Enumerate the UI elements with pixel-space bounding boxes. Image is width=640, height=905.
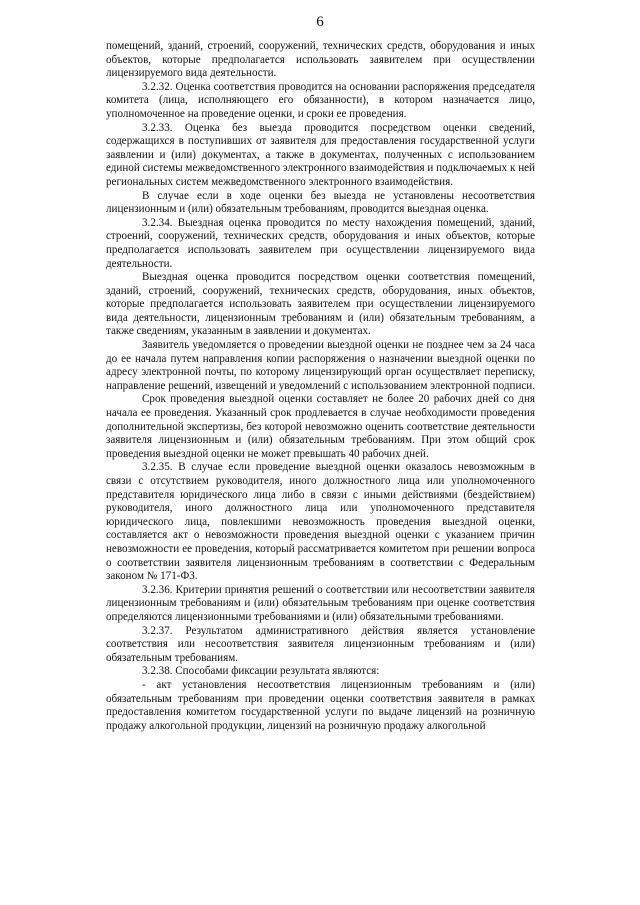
paragraph: Срок проведения выездной оценки составляет не более 20 рабочих дней со дня начала ее проведения. Указанный срок продлевается в случае необходимости проведения дополнительной экспертизы, без которой невозможно оценить соответствие деятельности заявителя лицензионным и (или) обязательным требованиям. При этом общий срок проведения выездной оценки не может превышать 40 рабочих дней. (106, 393, 535, 460)
paragraph: 3.2.32. Оценка соответствия проводится на основании распоряжения председателя комитета (лица, исполняющего его обязанности), в котором назначается лицо, уполномоченное на проведение оценки, и сроки ее проведения. (106, 80, 535, 120)
paragraph: 3.2.33. Оценка без выезда проводится посредством оценки сведений, содержащихся в поступивших от заявителя для предоставления государственной услуги заявлении и (или) документах, а также в документах, полученных с использованием единой системы межведомственного электронного взаимодействия и подключаемых к ней региональных систем межведомственного электронного взаимодействия. (106, 121, 535, 188)
paragraph: 3.2.34. Выездная оценка проводится по месту нахождения помещений, зданий, строений, сооружений, технических средств, оборудования и иных объектов, которые предполагается использовать заявителем при осуществлении лицензируемого вида деятельности. (106, 216, 535, 270)
paragraph: 3.2.37. Результатом административного действия является установление соответствия или несоответствия заявителя лицензионным требованиям и (или) обязательным требованиям. (106, 624, 535, 664)
paragraph: 3.2.35. В случае если проведение выездной оценки оказалось невозможным в связи с отсутствием руководителя, иного должностного лица или уполномоченного представителя юридического лица либо в связи с иными действиями (бездействием) руководителя, иного должностного лица или уполномоченного представителя юридического лица, повлекшими невозможность проведения выездной оценки, составляется акт о невозможности проведения выездной оценки с указанием причин невозможности ее проведения, который рассматривается комитетом при решении вопроса о соответствии заявителя лицензионным требованиям в соответствии с Федеральным законом № 171-ФЗ. (106, 461, 535, 583)
paragraph: 3.2.38. Способами фиксации результата являются: (142, 665, 380, 678)
paragraph: помещений, зданий, строений, сооружений, технических средств, оборудования и иных объектов, которые предполагается использовать заявителем при осуществлении лицензируемого вида деятельности. (106, 40, 535, 80)
paragraph: 3.2.36. Критерии принятия решений о соответствии или несоответствии заявителя лицензионным требованиям и (или) обязательным требованиям при оценке соответствия определяются лицензионными требованиями и (или) обязательными требованиями. (106, 583, 535, 623)
document-body (106, 40, 535, 733)
paragraph: Выездная оценка проводится посредством оценки соответствия помещений, зданий, строений, сооружений, технических средств, оборудования, иных объектов, которые предполагается использовать заявителем при осуществлении лицензируемого вида деятельности, лицензионным требованиям и (или) обязательным требованиям, а также сведениям, указанным в заявлении и документах. (106, 271, 535, 338)
paragraph: В случае если в ходе оценки без выезда не установлены несоответствия лицензионным и (или) обязательным требованиям, проводится выездная оценка. (106, 189, 535, 216)
paragraph: - акт установления несоответствия лицензионным требованиям и (или) обязательным требованиям при проведении оценки соответствия заявителя в рамках предоставления комитетом государственной услуги по выдаче лицензий на розничную продажу алкогольной продукции, лицензий на розничную продажу алкогольной (106, 678, 535, 732)
paragraph: Заявитель уведомляется о проведении выездной оценки не позднее чем за 24 часа до ее начала путем направления копии распоряжения о назначении выездной оценки по адресу электронной почты, по которому лицензирующий орган осуществляет переписку, направление решений, извещений и уведомлений с использованием электронной подписи. (106, 339, 536, 392)
page-number: 6 (316, 14, 324, 30)
